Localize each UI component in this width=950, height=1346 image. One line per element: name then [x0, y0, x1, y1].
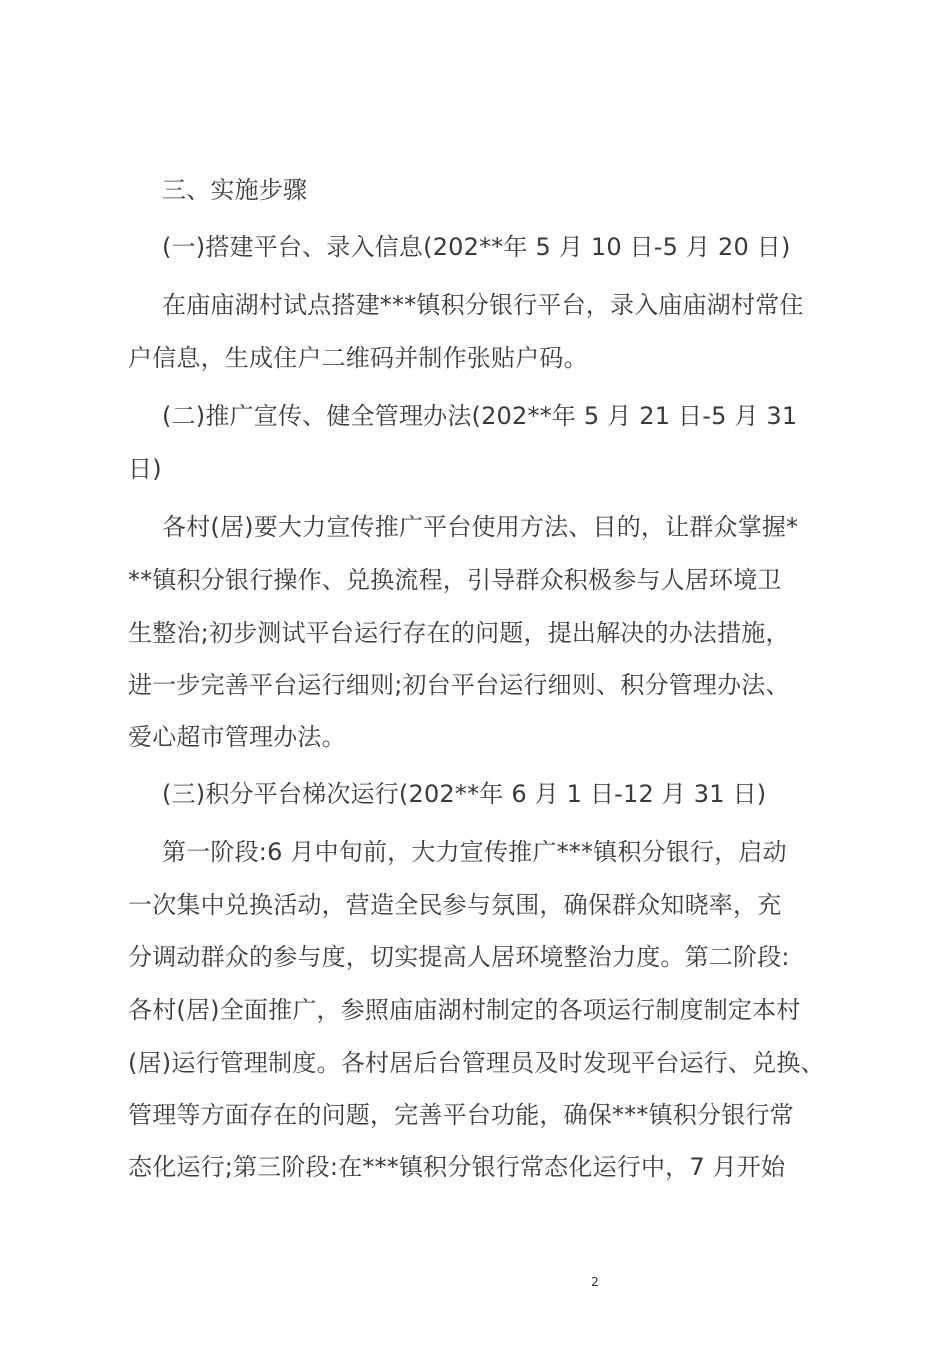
- paragraph-line: 第一阶段:6 月中旬前，大力宣传推广***镇积分银行，启动: [162, 838, 787, 866]
- paragraph-line: 各村(居)要大力宣传推广平台使用方法、目的，让群众掌握*: [162, 513, 799, 541]
- paragraph-line: 一次集中兑换活动，营造全民参与氛围，确保群众知晓率，充: [128, 891, 782, 919]
- paragraph-line: 在庙庙湖村试点搭建***镇积分银行平台，录入庙庙湖村常住: [162, 291, 804, 319]
- subsection-heading-1: (一)搭建平台、录入信息(202**年 5 月 10 日-5 月 20 日): [162, 233, 791, 261]
- paragraph-line: 爱心超市管理办法。: [128, 723, 346, 751]
- subsection-heading-2: (二)推广宣传、健全管理办法(202**年 5 月 21 日-5 月 31: [162, 402, 798, 430]
- paragraph-line: 进一步完善平台运行细则;初台平台运行细则、积分管理办法、: [128, 671, 790, 699]
- paragraph-line: 各村(居)全面推广，参照庙庙湖村制定的各项运行制度制定本村: [128, 996, 801, 1024]
- page-number: 2: [591, 1275, 599, 1289]
- paragraph-line: (居)运行管理制度。各村居后台管理员及时发现平台运行、兑换、: [128, 1049, 825, 1077]
- paragraph-line: 分调动群众的参与度，切实提高人居环境整治力度。第二阶段:: [128, 943, 790, 971]
- paragraph-line: 态化运行;第三阶段:在***镇积分银行常态化运行中，7 月开始: [128, 1153, 786, 1181]
- paragraph-line: 户信息，生成住户二维码并制作张贴户码。: [128, 344, 588, 372]
- subsection-heading-3: (三)积分平台梯次运行(202**年 6 月 1 日-12 月 31 日): [162, 780, 767, 808]
- paragraph-line: **镇积分银行操作、兑换流程，引导群众积极参与人居环境卫: [128, 566, 782, 594]
- paragraph-line: 生整治;初步测试平台运行存在的问题，提出解决的办法措施，: [128, 619, 790, 647]
- subsection-heading-2-cont: 日): [128, 455, 162, 483]
- paragraph-line: 管理等方面存在的问题，完善平台功能，确保***镇积分银行常: [128, 1101, 794, 1129]
- section-heading: 三、实施步骤: [162, 176, 308, 204]
